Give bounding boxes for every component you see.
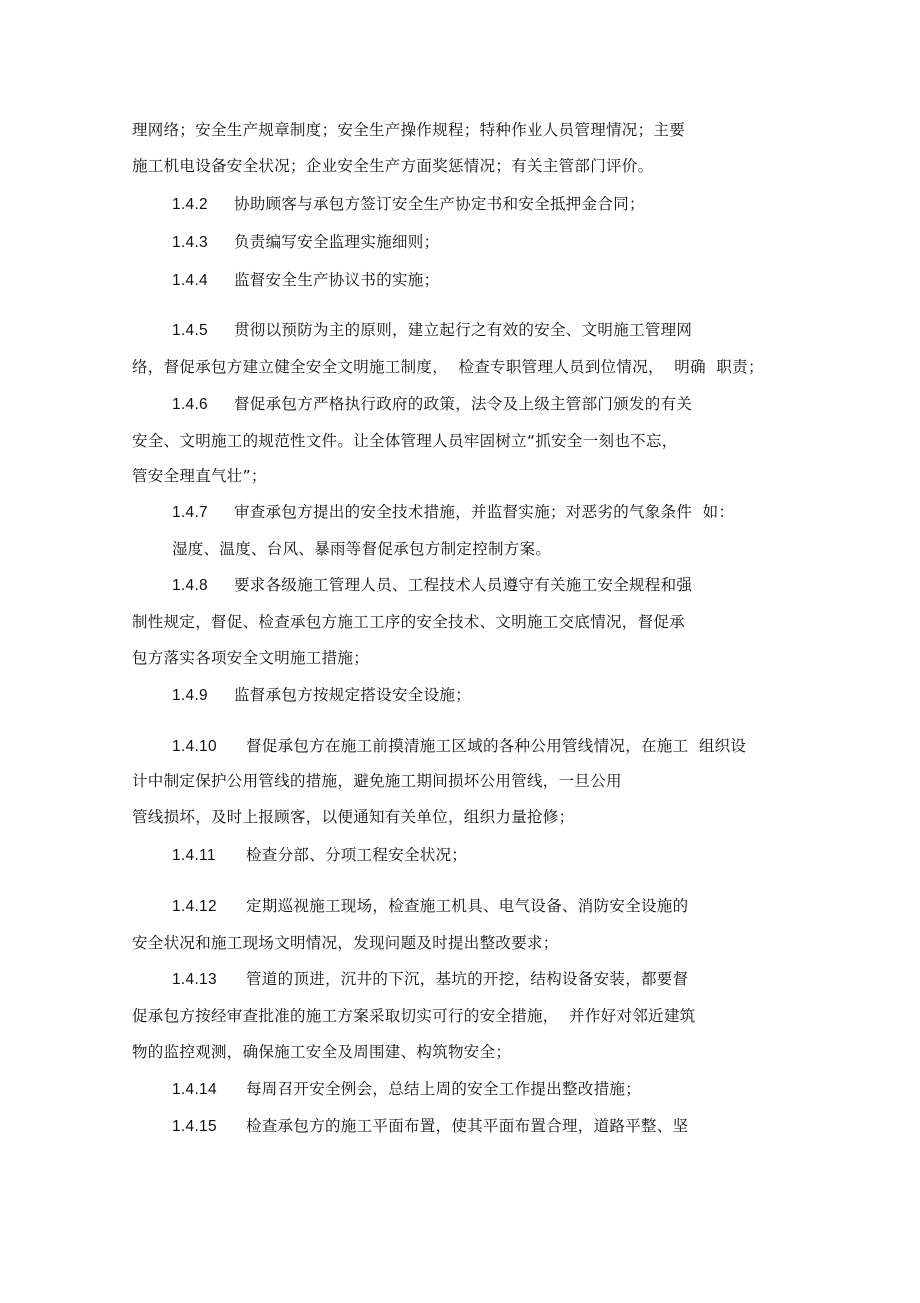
clause-number: 1.4.12: [172, 898, 217, 915]
clause-1-4-8: [172, 575, 692, 596]
clause-1-4-7: [172, 502, 734, 523]
paragraph-line: 安全、文明施工的规范性文件。让全体管理人员牢固树立“抓安全一刻也不忘，: [132, 432, 678, 450]
paragraph-line: 理网络；安全生产规章制度；安全生产操作规程；特种作业人员管理情况；主要: [132, 121, 686, 139]
clause-1-4-15: [172, 1116, 688, 1137]
clause-1-4-11: [172, 845, 467, 866]
clause-number: 1.4.10: [172, 738, 217, 755]
paragraph-line: 制性规定，督促、检查承包方施工工序的安全技术、文明施工交底情况，督促承: [132, 613, 686, 631]
clause-1-4-14: [172, 1079, 641, 1100]
paragraph-line: 管线损坏，及时上报顾客，以便通知有关单位，组织力量抢修；: [132, 808, 575, 826]
paragraph-line: 促承包方按经审查批准的施工方案采取切实可行的安全措施， 并作好对邻近建筑: [132, 1007, 696, 1025]
clause-number: 1.4.4: [172, 272, 208, 289]
clause-text: 要求各级施工管理人员、工程技术人员遵守有关施工安全规程和强: [234, 576, 693, 594]
clause-1-4-2: [172, 194, 645, 215]
clause-1-4-13: [172, 969, 688, 990]
clause-text: 管道的顶进，沉井的下沉，基坑的开挖，结构设备安装，都要督: [246, 970, 689, 988]
paragraph-line: 物的监控观测，确保施工安全及周围建、构筑物安全；: [132, 1043, 512, 1061]
clause-number: 1.4.15: [172, 1118, 217, 1135]
paragraph-line: 管安全理直气壮”；: [132, 467, 267, 485]
clause-1-4-3: [172, 232, 439, 253]
clause-1-4-12: [172, 896, 688, 917]
clause-number: 1.4.2: [172, 196, 208, 213]
clause-text: 检查分部、分项工程安全状况；: [246, 846, 468, 864]
clause-text: 审查承包方提出的安全技术措施，并监督实施；对恶劣的气象条件 如：: [234, 503, 735, 521]
clause-number: 1.4.7: [172, 504, 208, 521]
clause-number: 1.4.8: [172, 577, 208, 594]
clause-text: 协助顾客与承包方签订安全生产协定书和安全抵押金合同；: [234, 195, 645, 213]
paragraph-line: 湿度、温度、台风、暴雨等督促承包方制定控制方案。: [172, 540, 552, 558]
clause-number: 1.4.6: [172, 396, 208, 413]
clause-text: 每周召开安全例会，总结上周的安全工作提出整改措施；: [246, 1080, 642, 1098]
clause-number: 1.4.3: [172, 234, 208, 251]
clause-text: 检查承包方的施工平面布置，使其平面布置合理，道路平整、坚: [246, 1117, 689, 1135]
clause-1-4-9: [172, 685, 471, 706]
clause-1-4-4: [172, 270, 439, 291]
clause-1-4-6: [172, 394, 692, 415]
clause-1-4-10: [172, 736, 746, 757]
clause-text: 监督安全生产协议书的实施；: [234, 271, 440, 289]
paragraph-line: 计中制定保护公用管线的措施，避免施工期间损坏公用管线，一旦公用: [132, 772, 622, 790]
clause-text: 监督承包方按规定搭设安全设施；: [234, 686, 472, 704]
clause-number: 1.4.11: [172, 847, 216, 864]
clause-text: 督促承包方在施工前摸清施工区域的各种公用管线情况，在施工 组织设: [246, 737, 747, 755]
paragraph-line: 施工机电设备安全状况；企业安全生产方面奖惩情况；有关主管部门评价。: [132, 157, 654, 175]
paragraph-line: 络，督促承包方建立健全安全文明施工制度， 检查专职管理人员到位情况， 明确 职责；: [132, 358, 764, 376]
paragraph-line: 包方落实各项安全文明施工措施；: [132, 649, 370, 667]
clause-number: 1.4.14: [172, 1081, 217, 1098]
clause-text: 负责编写安全监理实施细则；: [234, 233, 440, 251]
clause-number: 1.4.13: [172, 971, 217, 988]
clause-1-4-5: [172, 320, 692, 341]
clause-text: 督促承包方严格执行政府的政策，法令及上级主管部门颁发的有关: [234, 395, 693, 413]
clause-number: 1.4.9: [172, 687, 208, 704]
clause-number: 1.4.5: [172, 322, 208, 339]
paragraph-line: 安全状况和施工现场文明情况，发现问题及时提出整改要求；: [132, 934, 559, 952]
clause-text: 贯彻以预防为主的原则，建立起行之有效的安全、文明施工管理网: [234, 321, 693, 339]
clause-text: 定期巡视施工现场，检查施工机具、电气设备、消防安全设施的: [246, 897, 689, 915]
